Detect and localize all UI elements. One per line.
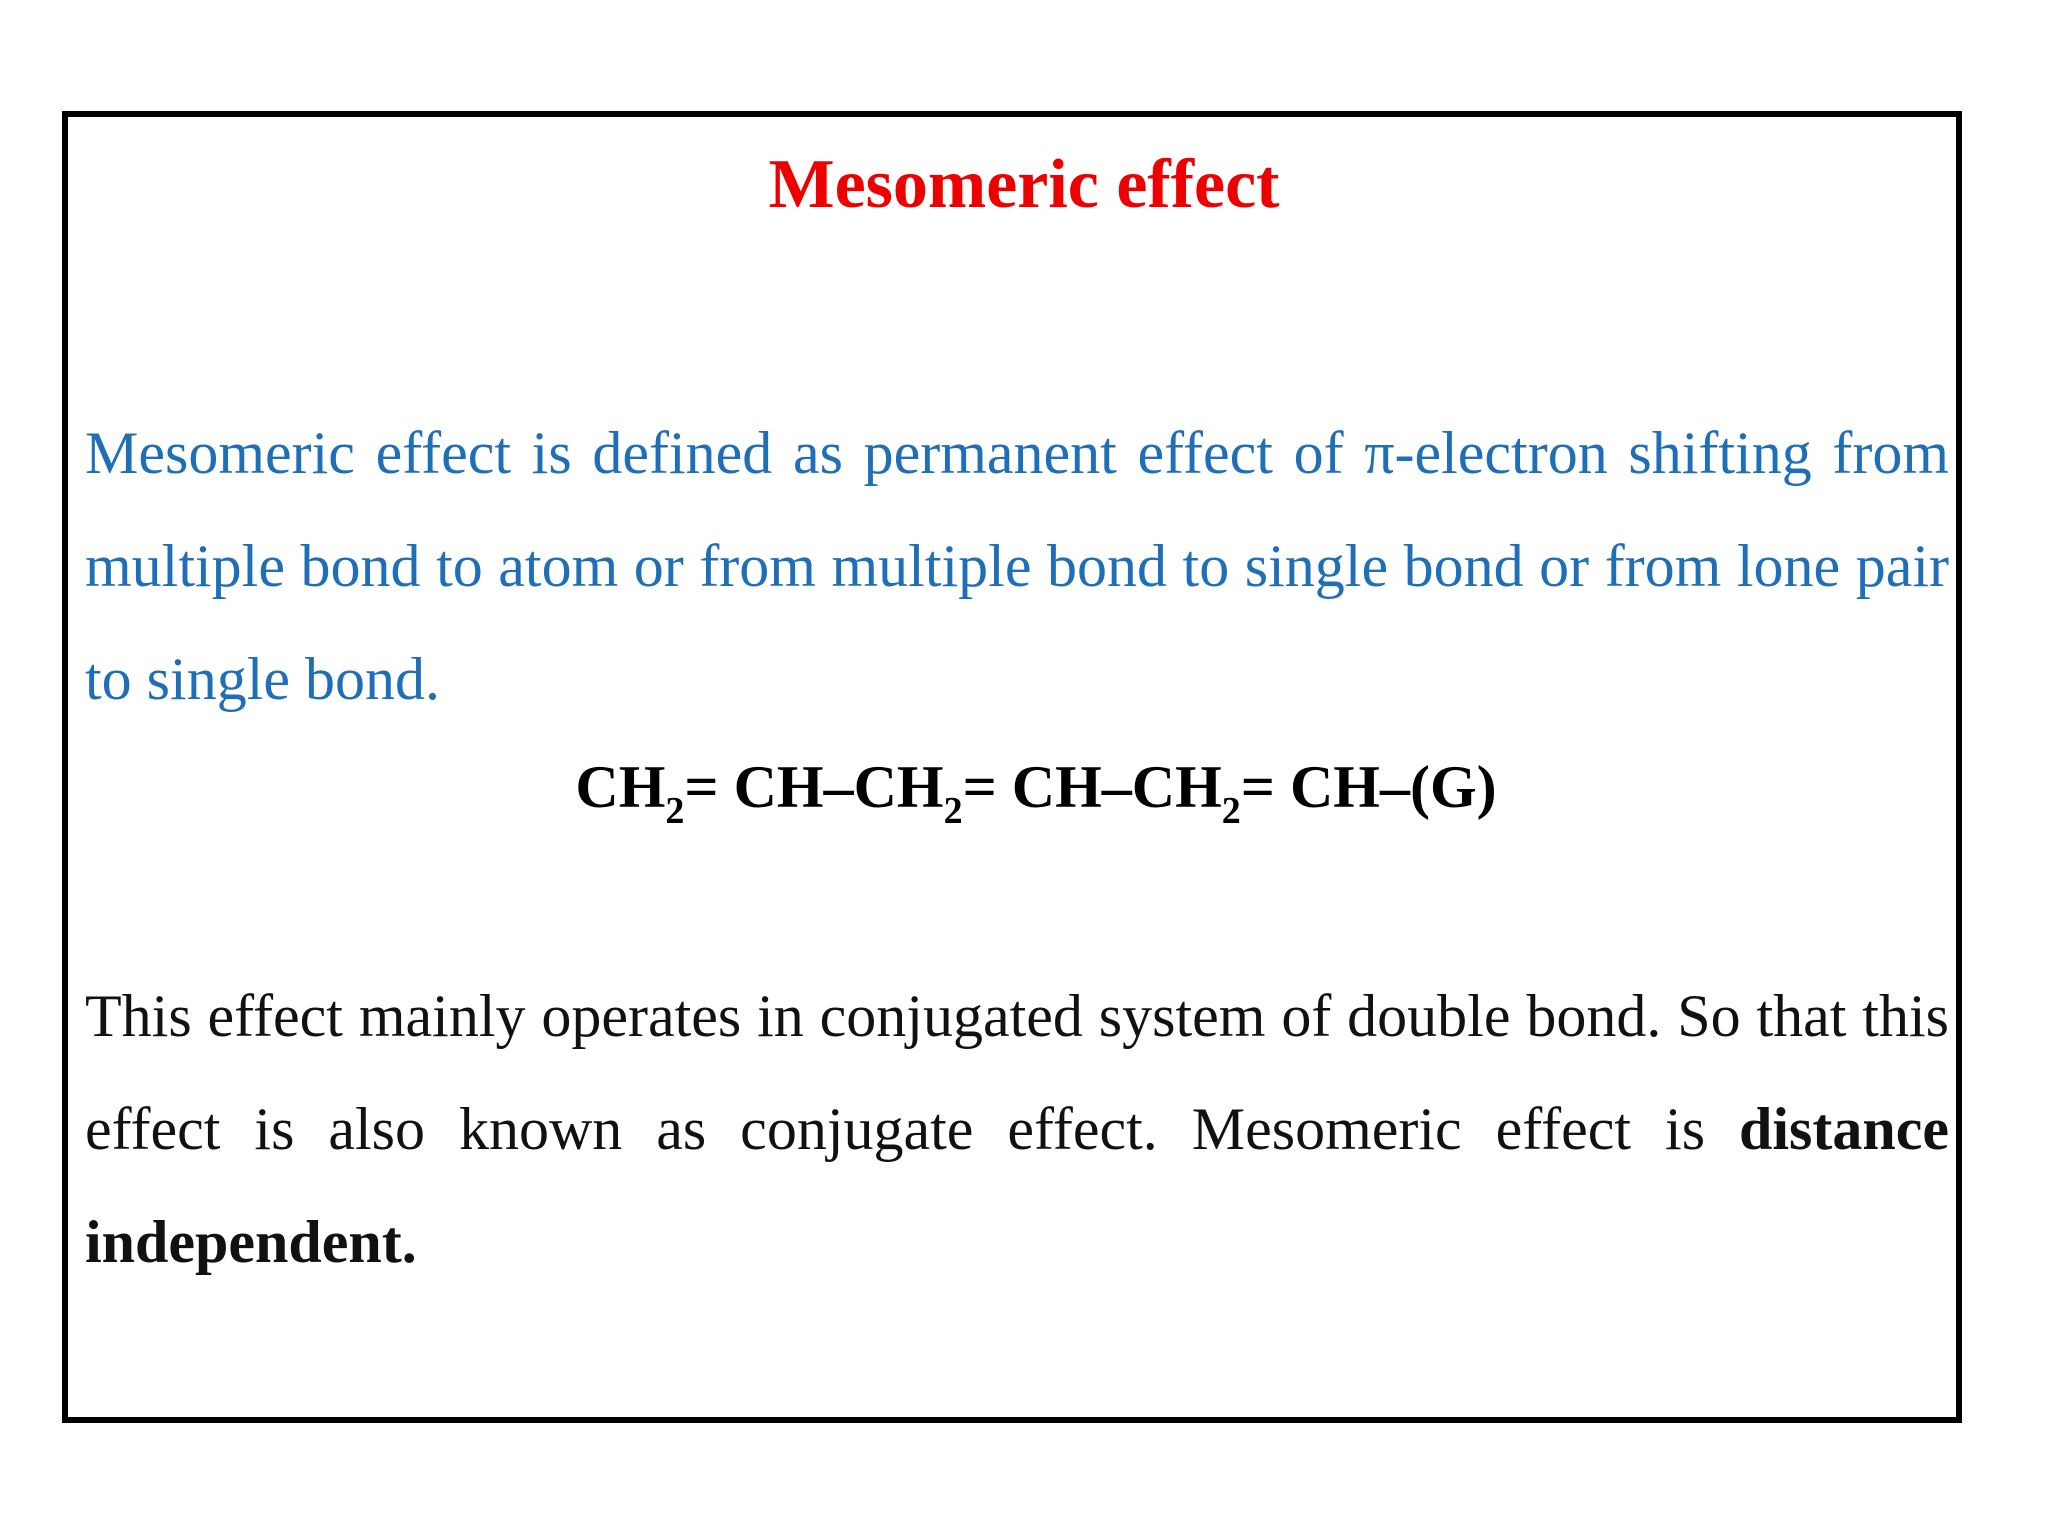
explanation-emphasis: distance independent. (85, 1096, 1949, 1275)
formula-part: = CH–CH (684, 754, 944, 820)
formula-subscript: 2 (943, 790, 963, 832)
explanation-paragraph (85, 960, 1949, 1299)
formula-subscript: 2 (1221, 790, 1241, 832)
formula-part: CH (575, 754, 666, 820)
chemical-formula (0, 754, 2048, 832)
formula-part: = CH–(G) (1240, 754, 1497, 820)
explanation-text: This effect mainly operates in conjugated system of double bond. So that this effect is also known as conjugate effect. Mesomeric effect is (85, 983, 1949, 1162)
formula-subscript: 2 (665, 790, 685, 832)
definition-paragraph: Mesomeric effect is defined as permanent effect of π-electron shifting from multiple bond to atom or from multiple bond to single bond or from lone pair to single bond. (85, 420, 1949, 712)
formula-part: = CH–CH (962, 754, 1222, 820)
slide-title: Mesomeric effect (768, 146, 1280, 223)
